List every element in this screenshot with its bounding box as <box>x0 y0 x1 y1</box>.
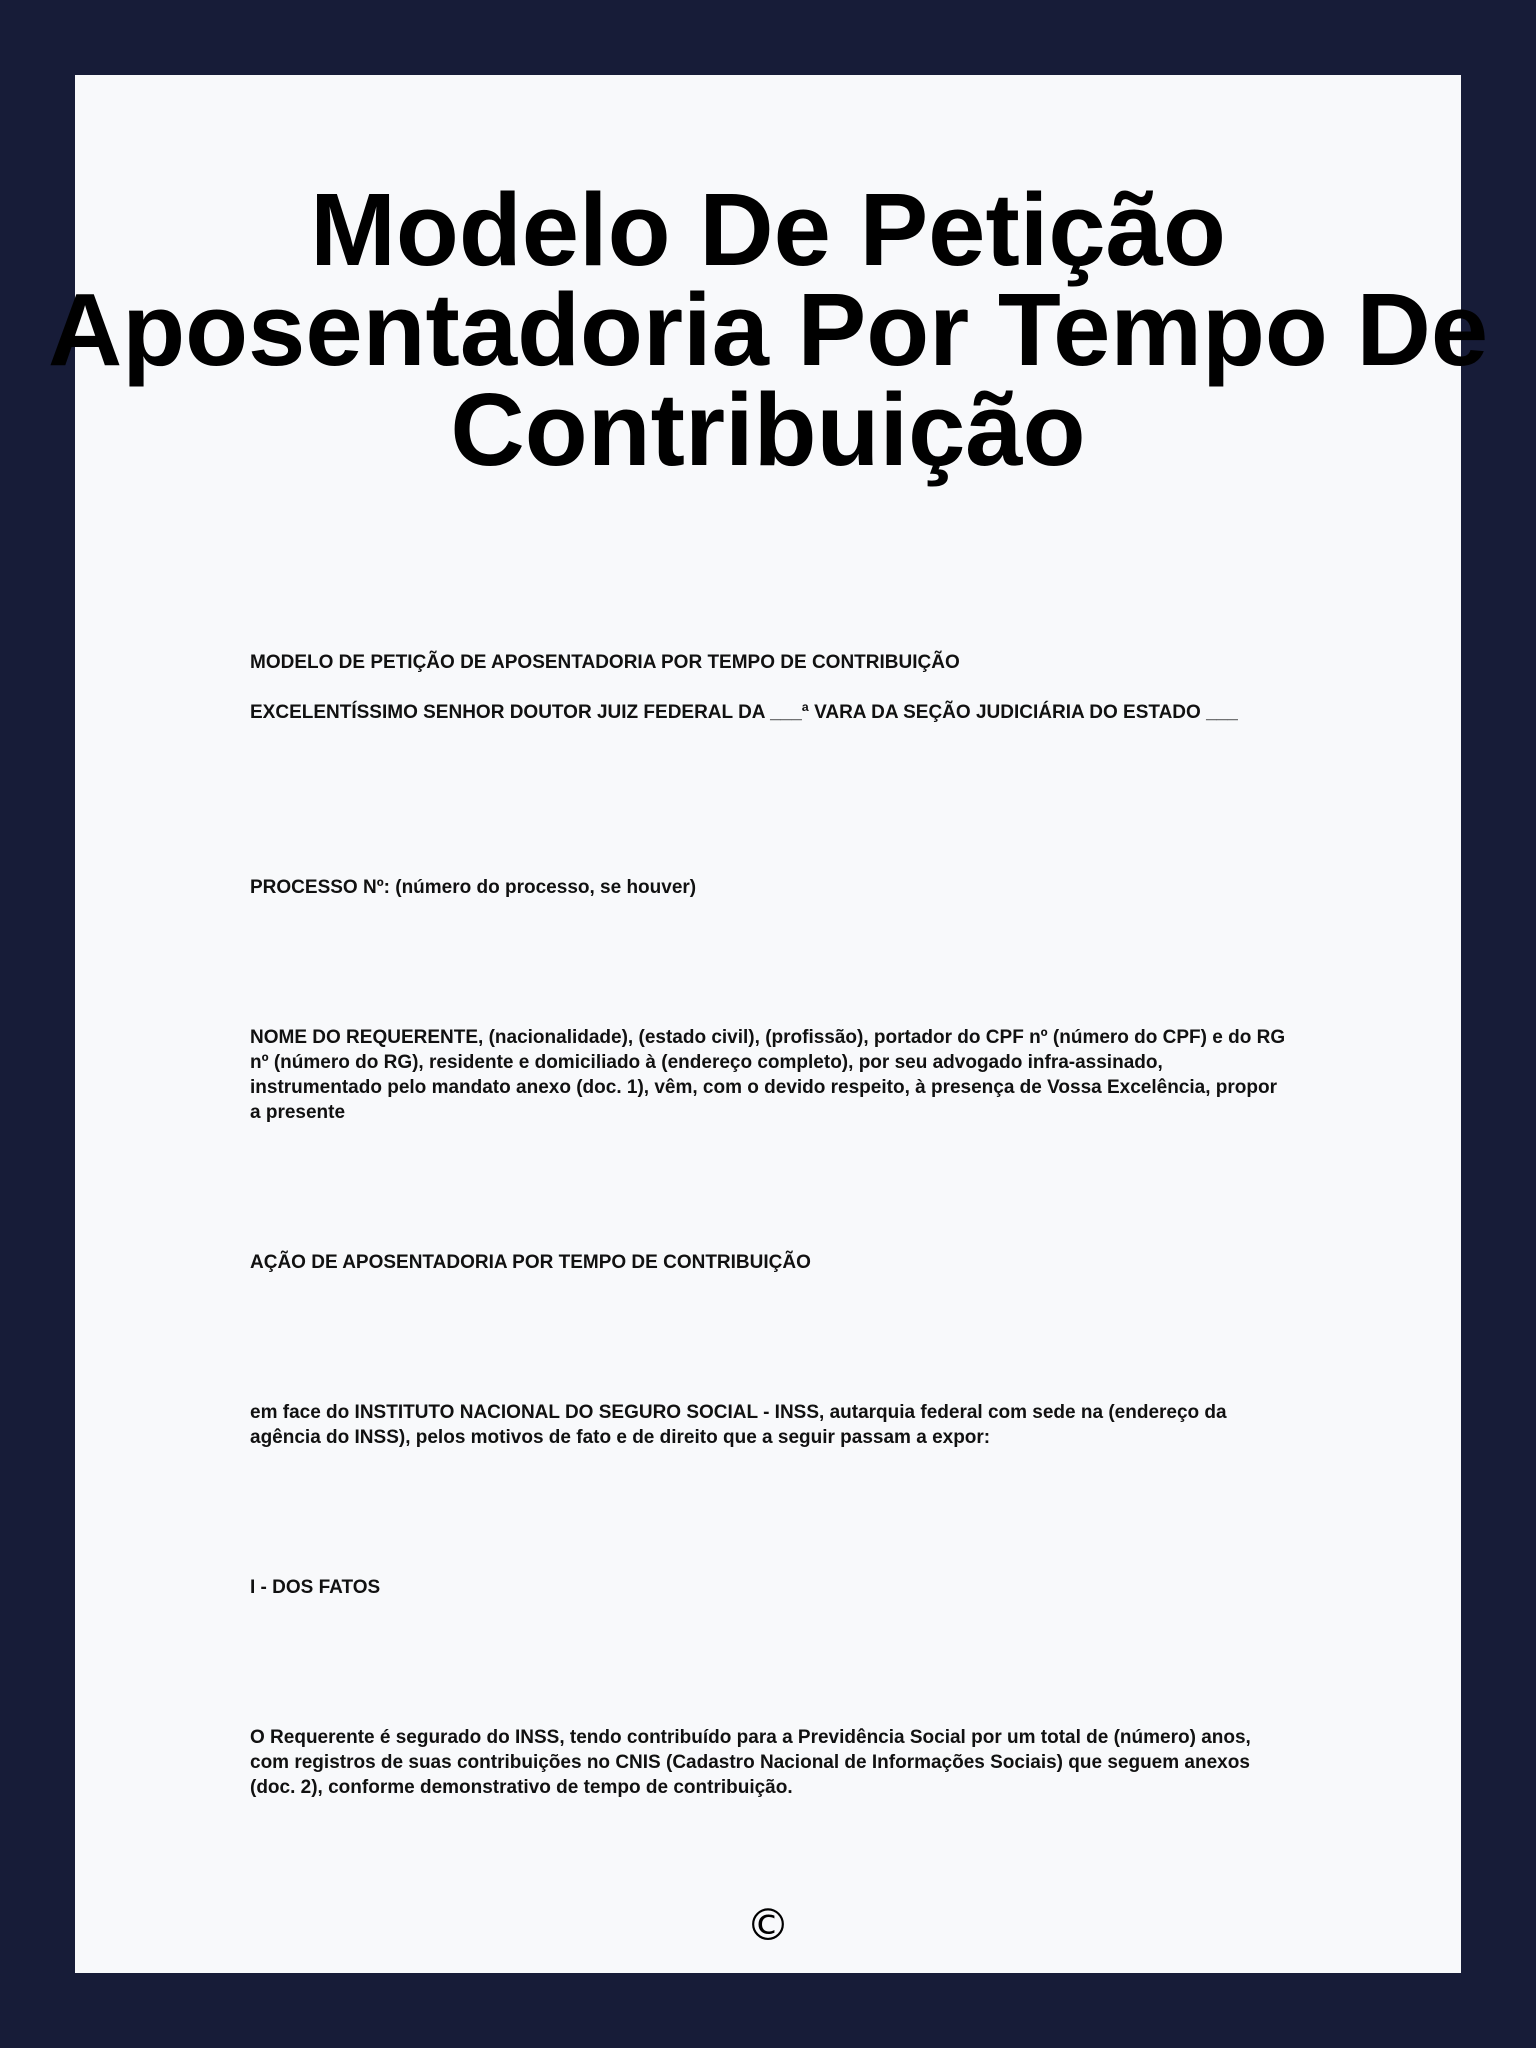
court-addressing: EXCELENTÍSSIMO SENHOR DOUTOR JUIZ FEDERAL DA ___ª VARA DA SEÇÃO JUDICIÁRIA DO ESTADO ___ <box>250 702 1238 723</box>
process-number: PROCESSO Nº: (número do processo, se houver) <box>250 877 697 898</box>
title-line-1: Modelo De Petição <box>310 172 1226 287</box>
action-title: AÇÃO DE APOSENTADORIA POR TEMPO DE CONTRIBUIÇÃO <box>250 1252 811 1273</box>
facts-paragraph: O Requerente é segurado do INSS, tendo contribuído para a Previdência Social por um total de (número) anos, com registros de suas contribuições no CNIS (Cadastro Nacional de Informações Sociais) que seguem anexos (doc. 2), conforme demonstrativo de tempo de contribuição. <box>250 1727 1251 1798</box>
title-line-2: Aposentadoria Por Tempo De <box>47 272 1489 387</box>
document-title <box>0 172 1536 487</box>
title-line-3: Contribuição <box>450 372 1086 487</box>
applicant-qualification: NOME DO REQUERENTE, (nacionalidade), (estado civil), (profissão), portador do CPF nº (número do CPF) e do RG nº (número do RG), residente e domiciliado à (endereço completo), por seu advogado infra-assinado, instrumentado pelo mandato anexo (doc. 1), vêm, com o devido respeito, à presença de Vossa Excelência, propor a presente <box>250 1027 1286 1123</box>
petition-heading: MODELO DE PETIÇÃO DE APOSENTADORIA POR TEMPO DE CONTRIBUIÇÃO <box>250 652 960 673</box>
copyright-icon: © <box>746 1900 790 1951</box>
defendant-paragraph: em face do INSTITUTO NACIONAL DO SEGURO SOCIAL - INSS, autarquia federal com sede na (endereço da agência do INSS), pelos motivos de fato e de direito que a seguir passam a expor: <box>250 1402 1227 1448</box>
section-heading-facts: I - DOS FATOS <box>250 1577 381 1598</box>
